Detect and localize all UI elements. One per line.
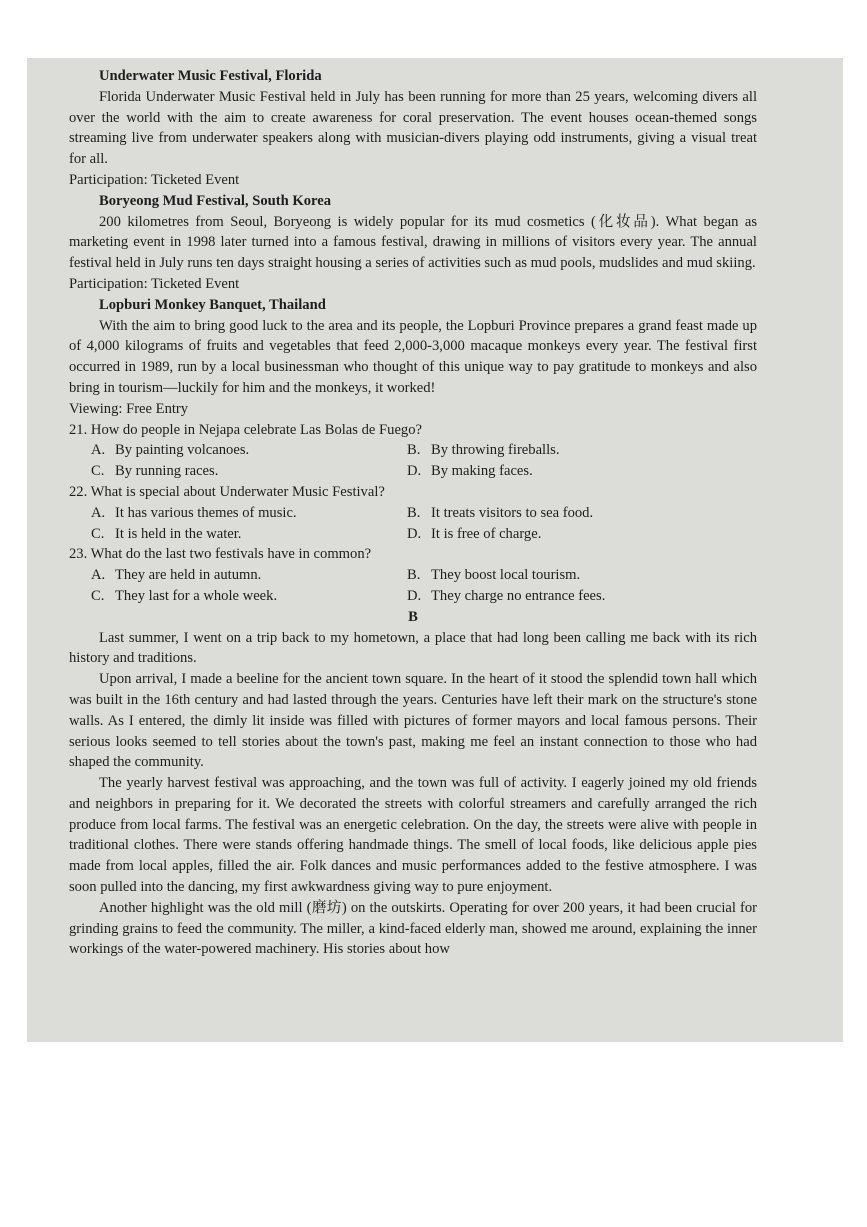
option-text: It is held in the water. xyxy=(115,525,242,542)
festival-mud xyxy=(69,191,757,295)
festival-underwater xyxy=(69,66,757,191)
option-text: They last for a whole week. xyxy=(115,587,278,604)
option-row xyxy=(69,503,757,524)
option-c xyxy=(91,461,407,482)
option-text: It treats visitors to sea food. xyxy=(431,504,594,521)
option-letter: C. xyxy=(91,587,105,604)
option-text: By painting volcanoes. xyxy=(115,442,250,459)
passage-b xyxy=(69,628,757,961)
option-c xyxy=(91,586,407,607)
option-text: By throwing fireballs. xyxy=(431,442,560,459)
question-text: What is special about Underwater Music Festival? xyxy=(90,483,385,500)
option-text: They charge no entrance fees. xyxy=(431,587,606,604)
festival-participation: Viewing: Free Entry xyxy=(69,400,189,417)
option-d xyxy=(407,461,723,482)
option-d xyxy=(407,524,723,545)
option-text: It is free of charge. xyxy=(431,525,542,542)
passage-paragraph: Upon arrival, I made a beeline for the ancient town square. In the heart of it stood the splendid town hall which was built in the 16th century and had lasted through the years. Centuries have left their mark on the structure's stone walls. As I entered, the dimly lit inside was filled with pictures of former mayors and local famous persons. Their serious looks seemed to tell stories about the town's past, making me feel an instant connection to those who had shaped the community. xyxy=(69,671,757,771)
option-text: They are held in autumn. xyxy=(115,567,262,584)
festival-participation: Participation: Ticketed Event xyxy=(69,171,240,188)
scanned-page xyxy=(27,58,843,1042)
option-row xyxy=(69,586,757,607)
question-22 xyxy=(69,482,757,544)
festival-description: Florida Underwater Music Festival held in July has been running for more than 25 years, welcoming divers all over the world with the aim to create awareness for coral preservation. The event houses ocean-themed songs streaming live from underwater speakers along with musician-divers playing odd instruments, giving a visual treat for all. xyxy=(69,88,757,168)
question-text: What do the last two festivals have in common? xyxy=(90,546,372,563)
question-stem xyxy=(69,482,757,503)
festival-monkey xyxy=(69,295,757,420)
option-letter: A. xyxy=(91,567,106,584)
option-text: By running races. xyxy=(115,463,219,480)
festival-participation: Participation: Ticketed Event xyxy=(69,275,240,292)
option-letter: B. xyxy=(407,567,421,584)
option-b xyxy=(407,440,723,461)
option-b xyxy=(407,503,723,524)
passage-paragraph: Another highlight was the old mill (磨坊) on the outskirts. Operating for over 200 years, it had been crucial for grinding grains to feed the community. The miller, a kind-faced elderly man, showed me around, explaining the inner workings of the water-powered machinery. His stories about how xyxy=(69,899,757,958)
option-row xyxy=(69,565,757,586)
option-text: It has various themes of music. xyxy=(115,504,297,521)
option-c xyxy=(91,524,407,545)
option-letter: C. xyxy=(91,525,105,542)
section-label: B xyxy=(408,608,418,625)
question-21 xyxy=(69,420,757,482)
option-letter: D. xyxy=(407,463,422,480)
question-23 xyxy=(69,544,757,606)
option-a xyxy=(91,440,407,461)
question-number: 21. xyxy=(69,421,88,438)
question-stem xyxy=(69,544,757,565)
option-d xyxy=(407,586,723,607)
option-letter: D. xyxy=(407,587,422,604)
option-row xyxy=(69,440,757,461)
question-text: How do people in Nejapa celebrate Las Bolas de Fuego? xyxy=(90,421,422,438)
option-letter: B. xyxy=(407,504,421,521)
festival-heading: Boryeong Mud Festival, South Korea xyxy=(99,192,332,209)
option-a xyxy=(91,503,407,524)
option-row xyxy=(69,524,757,545)
option-letter: A. xyxy=(91,442,106,459)
question-number: 22. xyxy=(69,483,88,500)
option-text: They boost local tourism. xyxy=(431,567,581,584)
passage-paragraph: Last summer, I went on a trip back to my hometown, a place that had long been calling me back with its rich history and traditions. xyxy=(69,629,757,667)
option-a xyxy=(91,565,407,586)
option-letter: C. xyxy=(91,463,105,480)
option-letter: B. xyxy=(407,442,421,459)
passage-paragraph: The yearly harvest festival was approaching, and the town was full of activity. I eagerly joined my old friends and neighbors in preparing for it. We decorated the streets with colorful streamers and carefully arranged the rich produce from local farms. The festival was an energetic celebration. On the day, the streets were alive with people in traditional clothes. There were stands offering handmade things. The smell of local foods, like delicious apple pies made from local apples, filled the air. Folk dances and music performances added to the festive atmosphere. I was soon pulled into the dancing, my first awkwardness giving way to pure enjoyment. xyxy=(69,775,757,896)
option-text: By making faces. xyxy=(431,463,533,480)
festival-description: With the aim to bring good luck to the area and its people, the Lopburi Province prepares a grand feast made up of 4,000 kilograms of fruits and vegetables that feed 2,000-3,000 macaque monkeys every year. The festival first occurred in 1989, run by a local businessman who thought of this unique way to pay gratitude to monkeys and also bring in tourism—luckily for him and the monkeys, it worked! xyxy=(69,317,757,396)
option-letter: D. xyxy=(407,525,422,542)
festival-description: 200 kilometres from Seoul, Boryeong is widely popular for its mud cosmetics (化妆品). What began as marketing event in 1998 later turned into a famous festival, drawing in millions of visitors every year. The annual festival held in July runs ten days straight housing a series of activities such as mud pools, mudslides and mud skiing. xyxy=(69,213,757,272)
option-b xyxy=(407,565,723,586)
option-letter: A. xyxy=(91,504,106,521)
festival-heading: Lopburi Monkey Banquet, Thailand xyxy=(99,296,326,313)
page-content xyxy=(69,66,757,960)
option-row xyxy=(69,461,757,482)
festival-heading: Underwater Music Festival, Florida xyxy=(99,68,322,84)
question-stem xyxy=(69,420,757,441)
question-number: 23. xyxy=(69,546,88,563)
